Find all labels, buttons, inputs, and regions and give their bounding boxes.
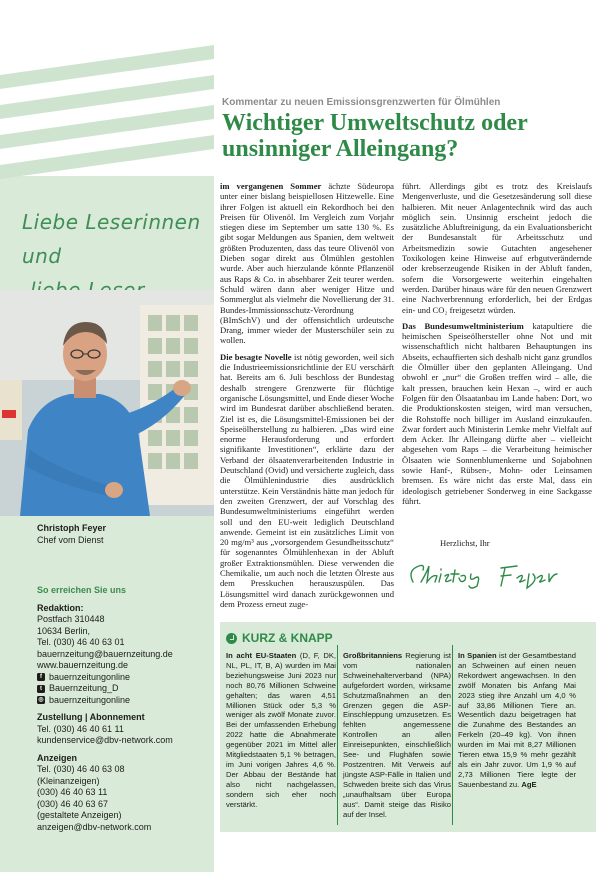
anzeigen-line: Tel. (030) 46 40 63 08	[37, 764, 125, 774]
contact-heading: So erreichen Sie uns	[37, 585, 127, 595]
news-item	[458, 651, 576, 790]
social-instagram[interactable]	[37, 695, 207, 707]
news-item-lead: In Spanien	[458, 651, 497, 660]
closing-line: Herzlichst, Ihr	[440, 538, 490, 548]
instagram-icon: ◎	[38, 697, 44, 704]
abo-label: Zustellung | Abonnement	[37, 712, 145, 722]
article-headline: Wichtiger Umweltschutz oder unsinniger Alleingang?	[222, 110, 528, 162]
news-item	[343, 651, 451, 819]
news-item-text: (D, F, DK, NL, PL, IT, B, A) wurden im Mai beziehungsweise Juni 2023 nur noch 80,76 Millionen Schweine gehalten; das waren 4,51 Millionen Stück oder 5,3 % weniger als zwölf Monate zuvor. Bei der umfassenden Erhebung 2022 hatte die Abnahmerate gegenüber 2021 im Mittel aller Mitgliedstaaten 5,1 % betragen, im Juni vorigen Jahres 4,6 %. Der Abbau der Bestände hat also nicht nachgelassen, sondern sich eher noch verstärkt.	[226, 651, 336, 809]
checkmark-icon	[226, 633, 237, 644]
author-photo	[0, 290, 214, 516]
website-link[interactable]: www.bauernzeitung.de	[37, 660, 129, 670]
paragraph	[402, 321, 592, 506]
social-twitter[interactable]	[37, 683, 207, 695]
paragraph-text: ächzte Südeuropa unter einer bislang beispiellosen Hitzewelle. Eine ihrer Folgen ist aktuell ein Rekordhoch bei den Preisen für Olivenöl. Im Vergleich zum Vorjahr stiegen diese im September um satte 130 %. Es gibt sogar Meldungen aus Spanien, dem weltweit größten Produzenten, dass das teure Olivenöl von Dieben sogar direkt aus Ölmühlen gestohlen wurde. Aber auch hierzulande könnte Pflanzenöl aus Raps & Co. in absehbarer Zeit teurer werden. Schuld wären dann aber weniger Hitze und Sommerglut als vielmehr die Novellierung der 31. Bundes-Immissionsschutz-Verordnung (BImSchV) und der offensichtlich urdeutsche Drang, immer wieder der Musterschüler sein zu wollen.	[220, 181, 394, 346]
paragraph-text: katapultiere die heimischen Speiseölhersteller ohne Not und mit wissenschaftlich nicht haltbaren Behauptungen ins Abseits, echauffierten sich deshalb nicht ganz grundlos die Ölmüller über den geplanten Alleingang. Und obwohl er „nur“ die Großen treffen wird – alle, die kalt pressen, brauchen kein Hexan –, wird er auch Folgen für den Ölsaatanbau im Lande haben: Dort, wo die Produktionskosten steigen, wird man versuchen, die Rohstoffe noch billiger im Ausland einzukaufen. Zwar fordert auch Ministerin Lemke mehr Vielfalt auf dem Acker. Ihr Alleingang dürfte aber – vielleicht abgesehen vom Raps – die Verarbeitung heimischer Ölsaaten wie Sonnenblumenkerne und Sojabohnen sowie Hanf-, Rübsen-, Mohn- oder Leinsamen bremsen. Es wäre nicht das erste Mal, dass ein ideologisch getriebener Sonderweg in eine Sackgasse führt.	[402, 320, 592, 506]
paragraph-text: ist nötig geworden, weil sich die Industrieemissionsrichtlinie der EU verschärft hat. Bereits am 6. Juli beschloss der Bundestag deshalb strengere Grenzwerte für flüchtige organische Lösungsmittel, und Ende dieser Woche wird im Bundesrat darüber abschließend beraten. Ziel ist es, die Lösungsmittel-Emissionen bei der Speiseölherstellung zu halbieren. „Das wird eine enorme Herausforderung und erfordert signifikante Investitionen“, erklärte dazu der Verband der ölsaatenverarbeitenden Industrie in Deutschland (Ovid) und versicherte zugleich, dass die Ölmühlenindustrie dies ausdrücklich unterstütze. Kein Verständnis hätte man jedoch für den zweiten Grenzwert, der auf Vorschlag des Bundesumweltministeriums eingeführt werden soll und den EU-weit lediglich Deutschland anwende. Gemeint ist ein zusätzliches Limit von 20 mg/m³ aus „vorsorgendem Gesundheitsschutz“ für sogenanntes Ölmühlenhexan in der Abluft großer Extraktionsmühlen. Diese verwenden die Chemikalie, um auch noch die letzten Ölreste aus dem Presskuchen herauszuspülen. Das Lösungsmittel wird danach zurückgewonnen und dem Prozess erneut zuge-	[220, 351, 395, 609]
paragraph-lead: Das Bundesumweltministerium	[402, 320, 524, 331]
social-facebook[interactable]	[37, 672, 207, 684]
column-divider	[452, 645, 453, 825]
social-label: bauernzeitungonline	[49, 694, 131, 705]
author-name: Christoph Feyer	[37, 523, 107, 533]
news-item-lead: Großbritanniens	[343, 651, 403, 660]
greeting-line-1: Liebe Leserinnen und	[22, 210, 201, 268]
kurz-knapp-title: KURZ & KNAPP	[242, 631, 333, 645]
anzeigen-line: (030) 46 40 63 67	[37, 798, 109, 809]
redaktion-label: Redaktion:	[37, 602, 84, 613]
abo-email-link[interactable]: kundenservice@dbv-network.com	[37, 735, 173, 745]
news-credit: AgE	[521, 779, 537, 789]
facebook-icon: f	[37, 673, 45, 681]
article-column-1	[220, 181, 394, 615]
contact-box	[37, 585, 207, 833]
handwritten-signature	[405, 560, 565, 595]
redaktion-postfach: Postfach 310448	[37, 614, 105, 624]
paragraph	[220, 352, 394, 609]
paragraph: führt. Allerdings gibt es trotz des Kreislaufs Mengenverluste, und die Gesetzesänderung soll diese halbieren. Mit neuer Anlagentechnik wird das auch möglich sein. Unsinnig erscheint jedoch die zusätzliche Abluftreinigung, da ein Evaluationsbericht der Bundesanstalt für Arbeitsschutz und Arbeitsmedizin sowie Gutachten angesehener Toxikologen keine Hinweise auf erbgutverändernde oder krebserzeugende Risiken in der Abluft fanden, sofern die Vorsorgewerte weiterhin eingehalten werden. Darüber hinaus wäre für den neuen Grenzwert eine Nachverbrennung erforderlich, bei der Erdgas ein- und CO₂ freigesetzt würden.	[402, 181, 592, 315]
column-divider	[337, 645, 338, 825]
anzeigen-line: (Kleinanzeigen)	[37, 775, 100, 786]
author-role: Chef vom Dienst	[37, 535, 104, 545]
abo-phone: Tel. (030) 46 40 61 11	[37, 723, 124, 734]
paragraph	[220, 181, 394, 346]
redaktion-email-link[interactable]: bauernzeitung@bauernzeitung.de	[37, 648, 173, 659]
author-block	[37, 522, 106, 546]
social-label: bauernzeitungonline	[49, 671, 131, 682]
news-item-lead: In acht EU-Staaten	[226, 651, 297, 660]
paragraph-lead: im vergangenen Sommer	[220, 181, 322, 191]
redaktion-phone: Tel. (030) 46 40 63 01	[37, 637, 125, 647]
news-item-text: Regierung ist vom nationalen Schweinehalterverband (NPA) aufgefordert worden, wirksame Schutzmaßnahmen an den Grenzen gegen die ASP-Einschleppung umzusetzen. Es fehlten angemessene Kontrollen an allen Einreisepunkten, einschließlich See- und Flughäfen sowie Postzentren. Mit Verweis auf jüngste ASP-Fälle in Italien und Schweden breite sich das Virus „unaufhaltsam über Europa aus“. Damit steige das Risiko auf der Insel.	[343, 651, 451, 819]
social-label: Bauernzeitung_D	[49, 683, 119, 693]
article-kicker: Kommentar zu neuen Emissionsgrenzwerten für Ölmühlen	[222, 97, 501, 108]
news-item	[226, 651, 336, 810]
anzeigen-line: (030) 46 40 63 11	[37, 787, 108, 797]
anzeigen-email-link[interactable]: anzeigen@dbv-network.com	[37, 821, 152, 832]
kurz-knapp-heading	[226, 631, 333, 645]
article-column-2	[402, 181, 592, 512]
anzeigen-line: (gestaltete Anzeigen)	[37, 810, 122, 820]
paragraph-lead: Die besagte Novelle	[220, 351, 292, 362]
anzeigen-label: Anzeigen	[37, 752, 78, 763]
redaktion-city: 10634 Berlin,	[37, 625, 91, 636]
news-item-text: ist der Gesamtbestand an Schweinen auf einen neuen Rekordwert angewachsen. In den zwölf Monaten bis Anfang Mai 2023 stieg ihre Anzahl um 4,0 % auf 33,86 Millionen Tiere an. Wesentlich dazu beigetragen hat die Zunahme des Bestandes an Ferkeln (20–49 kg). Von ihnen wurden im Mai mit 8,27 Millionen Tieren etwa 15,9 % mehr gezählt als ein Jahr zuvor. Um 1,9 % auf 2,73 Millionen Tiere legte der Sauenbestand zu.	[458, 651, 576, 789]
twitter-icon: t	[37, 685, 45, 693]
